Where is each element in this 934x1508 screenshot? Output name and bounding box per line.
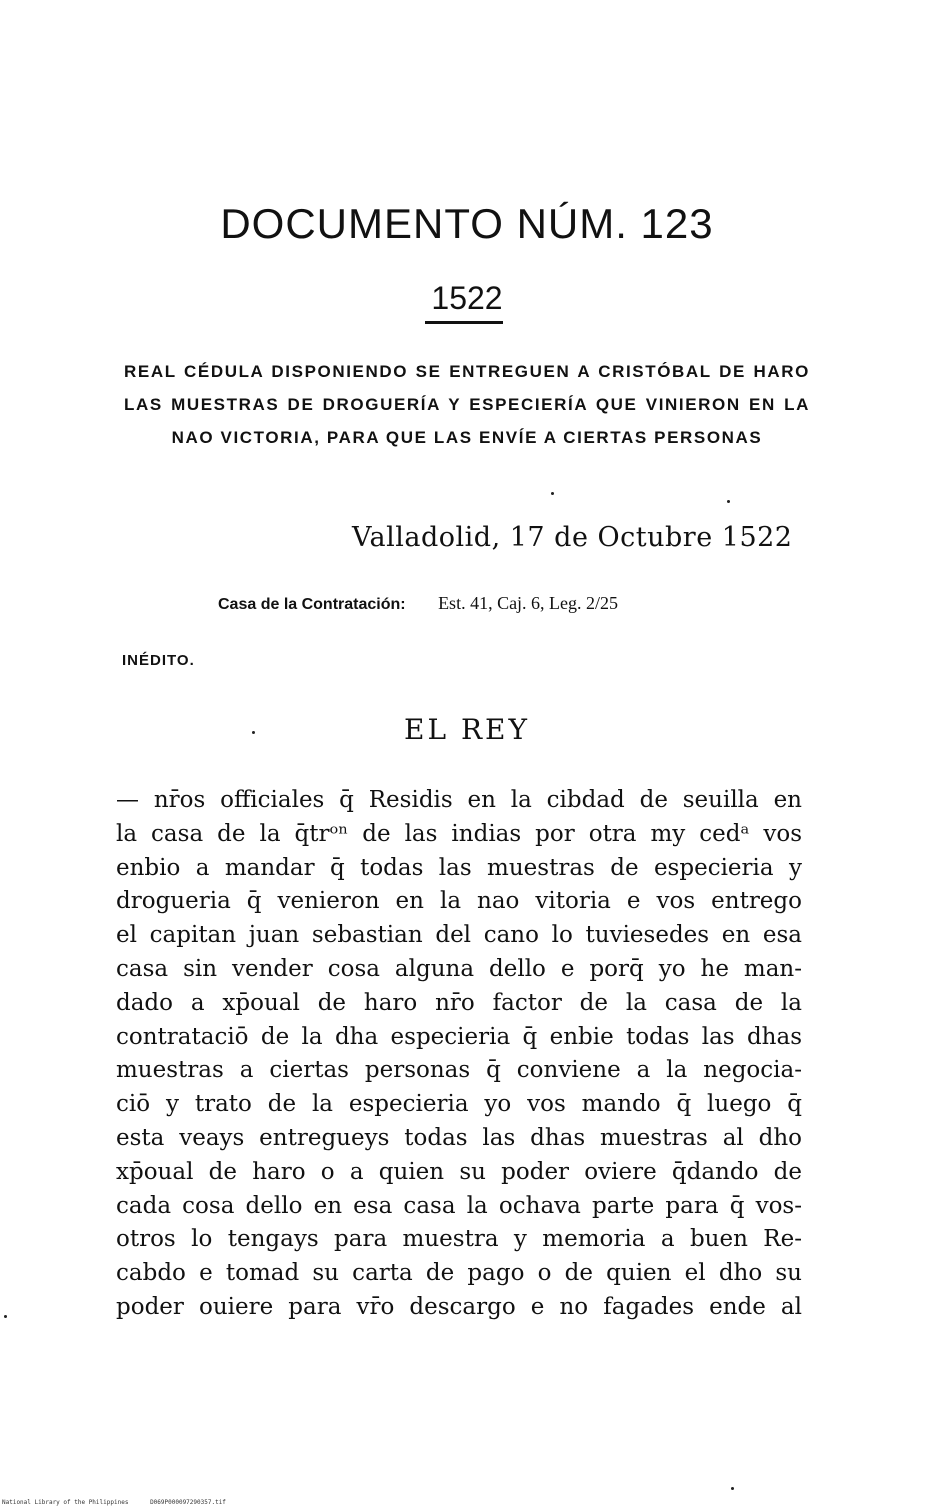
scan-speck bbox=[252, 731, 255, 734]
scan-footer bbox=[2, 1499, 226, 1506]
publication-status: INÉDITO. bbox=[122, 652, 195, 669]
body-line: drogueria q̄ venieron en la nao vitoria e vos entrego bbox=[116, 888, 802, 915]
body-line: esta veays entregueys todas las dhas muestras al dho bbox=[116, 1124, 802, 1151]
document-summary: REAL CÉDULA DISPONIENDO SE ENTREGUEN A CRISTÓBAL DE HARO LAS MUESTRAS DE DROGUERÍA Y ESPECIERÍA QUE VINIERON EN LA NAO VICTORIA, PARA QUE LAS ENVÍE A CIERTAS PERSONAS bbox=[124, 362, 810, 447]
archive-ref: Est. 41, Caj. 6, Leg. 2/25 bbox=[438, 593, 619, 613]
body-line: cabdo e tomad su carta de pago o de quien el dho su bbox=[116, 1260, 802, 1287]
document-year: 1522 bbox=[431, 280, 503, 316]
place-date: Valladolid, 17 de Octubre 1522 bbox=[352, 522, 793, 553]
scan-speck bbox=[731, 1487, 734, 1490]
body-line: enbio a mandar q̄ todas las muestras de especieria y bbox=[116, 854, 802, 881]
body-line: la casa de la q̄trᵒⁿ de las indias por otra my cedᵃ vos bbox=[116, 820, 802, 847]
body-line: el capitan juan sebastian del cano lo tuviesedes en esa bbox=[116, 922, 802, 949]
body-line: muestras a ciertas personas q̄ conviene a la negocia- bbox=[116, 1057, 802, 1084]
scan-speck bbox=[4, 1315, 7, 1318]
footer-file: D069P000097290357.tif bbox=[150, 1499, 226, 1506]
body-line: xp̄oual de haro o a quien su poder oviere q̄dando de bbox=[116, 1158, 802, 1185]
body-text bbox=[116, 784, 802, 1325]
body-line: ciō y trato de la especieria yo vos mando q̄ luego q̄ bbox=[116, 1091, 802, 1118]
body-line: dado a xp̄oual de haro nr̄o factor de la casa de la bbox=[116, 989, 802, 1016]
body-line: poder ouiere para vr̄o descargo e no fagades ende al bbox=[116, 1293, 802, 1320]
body-line: contrataciō de la dha especieria q̄ enbie todas las dhas bbox=[116, 1023, 802, 1050]
scan-speck bbox=[727, 500, 730, 503]
scan-speck bbox=[551, 492, 554, 495]
archive-label: Casa de la Contratación: bbox=[218, 596, 406, 613]
body-line: — nr̄os officiales q̄ Residis en la cibdad de seuilla en bbox=[116, 787, 802, 813]
body-line: cada cosa dello en esa casa la ochava parte para q̄ vos- bbox=[116, 1192, 802, 1219]
body-line: otros lo tengays para muestra y memoria a buen Re- bbox=[116, 1226, 802, 1253]
footer-library: National Library of the Philippines bbox=[2, 1499, 129, 1506]
year-underline bbox=[425, 321, 503, 324]
section-heading: EL REY bbox=[404, 713, 530, 746]
document-title: DOCUMENTO NÚM. 123 bbox=[220, 200, 714, 247]
body-line: casa sin vender cosa alguna dello e porq̄ yo he man- bbox=[116, 955, 802, 982]
archive-reference bbox=[218, 593, 618, 614]
